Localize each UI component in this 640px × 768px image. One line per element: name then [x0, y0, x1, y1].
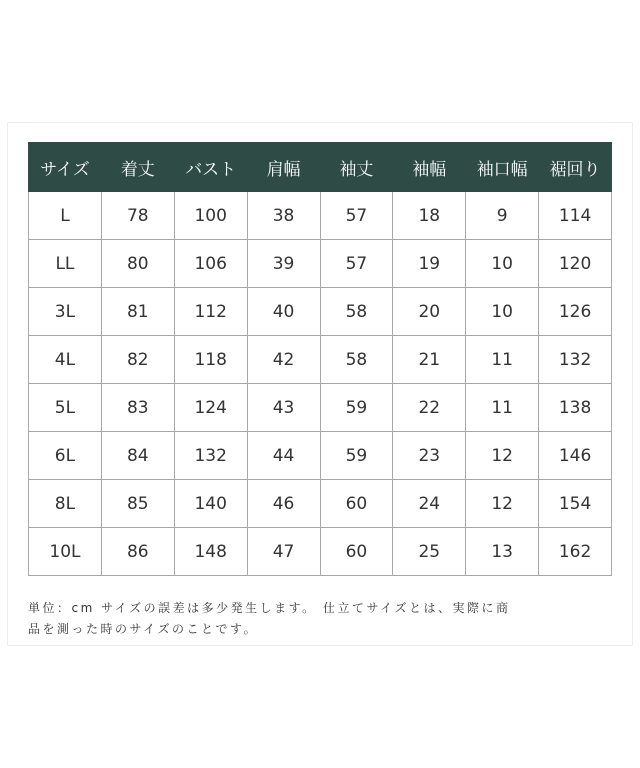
table-cell: 20	[393, 288, 466, 336]
table-cell: 83	[101, 384, 174, 432]
table-cell: 138	[539, 384, 612, 432]
table-cell: 132	[539, 336, 612, 384]
table-cell: 3L	[29, 288, 102, 336]
table-cell: 22	[393, 384, 466, 432]
table-cell: 47	[247, 528, 320, 576]
table-row	[29, 480, 612, 528]
table-cell: 112	[174, 288, 247, 336]
table-row	[29, 432, 612, 480]
table-cell: 86	[101, 528, 174, 576]
note-line-2: 品を測った時のサイズのことです。	[28, 622, 259, 636]
size-note	[28, 598, 618, 640]
table-cell: 25	[393, 528, 466, 576]
table-row	[29, 336, 612, 384]
table-cell: 44	[247, 432, 320, 480]
table-cell: LL	[29, 240, 102, 288]
table-cell: 8L	[29, 480, 102, 528]
table-cell: 162	[539, 528, 612, 576]
table-cell: 5L	[29, 384, 102, 432]
table-cell: 57	[320, 240, 393, 288]
table-cell: 100	[174, 192, 247, 240]
table-cell: 57	[320, 192, 393, 240]
table-cell: 18	[393, 192, 466, 240]
table-cell: 10	[466, 240, 539, 288]
table-row	[29, 528, 612, 576]
table-cell: 124	[174, 384, 247, 432]
table-row	[29, 192, 612, 240]
table-cell: 13	[466, 528, 539, 576]
table-cell: 59	[320, 384, 393, 432]
table-cell: 21	[393, 336, 466, 384]
table-cell: 11	[466, 336, 539, 384]
header-size: サイズ	[29, 143, 102, 192]
table-cell: 38	[247, 192, 320, 240]
table-cell: 23	[393, 432, 466, 480]
table-cell: 80	[101, 240, 174, 288]
table-cell: 118	[174, 336, 247, 384]
header-sleeve-width: 袖幅	[393, 143, 466, 192]
table-cell: 46	[247, 480, 320, 528]
table-cell: 43	[247, 384, 320, 432]
table-cell: 4L	[29, 336, 102, 384]
table-cell: 82	[101, 336, 174, 384]
header-row	[29, 143, 612, 192]
table-cell: 19	[393, 240, 466, 288]
table-cell: 140	[174, 480, 247, 528]
table-cell: 148	[174, 528, 247, 576]
header-cuff-width: 袖口幅	[466, 143, 539, 192]
header-shoulder: 肩幅	[247, 143, 320, 192]
table-cell: 9	[466, 192, 539, 240]
table-cell: 114	[539, 192, 612, 240]
table-cell: 106	[174, 240, 247, 288]
header-length: 着丈	[101, 143, 174, 192]
size-table	[28, 142, 612, 576]
table-cell: 12	[466, 480, 539, 528]
table-cell: 81	[101, 288, 174, 336]
table-cell: 154	[539, 480, 612, 528]
table-cell: 126	[539, 288, 612, 336]
table-row	[29, 288, 612, 336]
table-cell: 42	[247, 336, 320, 384]
table-cell: 12	[466, 432, 539, 480]
table-cell: 11	[466, 384, 539, 432]
table-cell: 39	[247, 240, 320, 288]
table-cell: 78	[101, 192, 174, 240]
table-cell: 6L	[29, 432, 102, 480]
table-cell: 132	[174, 432, 247, 480]
table-cell: 40	[247, 288, 320, 336]
table-cell: 120	[539, 240, 612, 288]
table-cell: 58	[320, 336, 393, 384]
table-cell: L	[29, 192, 102, 240]
header-bust: バスト	[174, 143, 247, 192]
table-cell: 24	[393, 480, 466, 528]
table-cell: 58	[320, 288, 393, 336]
table-cell: 60	[320, 480, 393, 528]
table-cell: 84	[101, 432, 174, 480]
header-hem: 裾回り	[539, 143, 612, 192]
table-cell: 10	[466, 288, 539, 336]
table-cell: 60	[320, 528, 393, 576]
note-line-1: 単位：cm サイズの誤差は多少発生します。 仕立てサイズとは、実際に商	[28, 601, 511, 615]
table-row	[29, 384, 612, 432]
table-row	[29, 240, 612, 288]
table-cell: 146	[539, 432, 612, 480]
table-cell: 10L	[29, 528, 102, 576]
header-sleeve-length: 袖丈	[320, 143, 393, 192]
table-cell: 59	[320, 432, 393, 480]
table-cell: 85	[101, 480, 174, 528]
